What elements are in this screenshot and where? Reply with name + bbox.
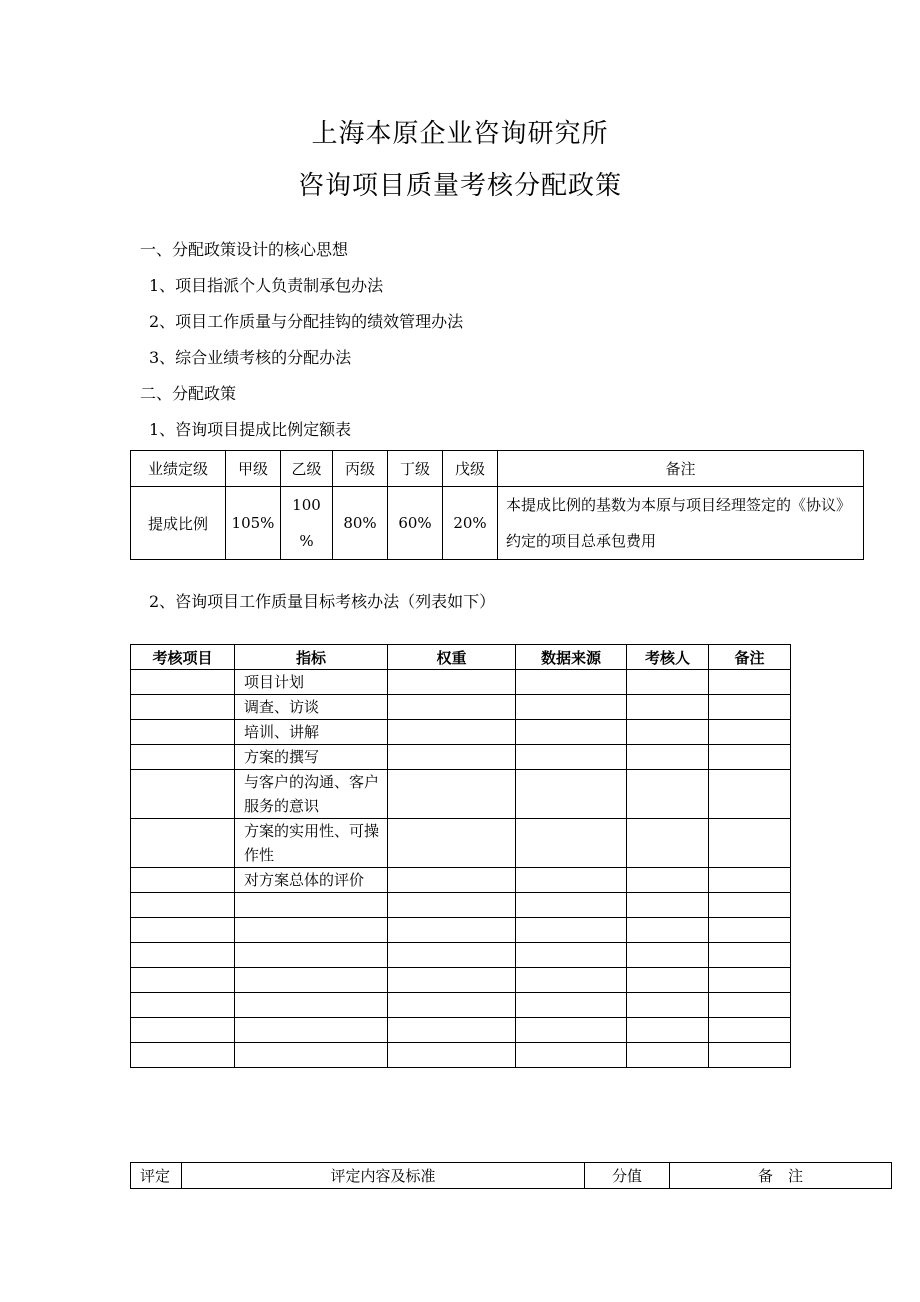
header-grade: 业绩定级 [131, 451, 226, 487]
indicator-cell: 对方案总体的评价 [235, 868, 388, 893]
document-title-line1: 上海本原企业咨询研究所 [311, 119, 609, 149]
indicator-cell: 调查、访谈 [235, 695, 388, 720]
header-assessment-item: 考核项目 [131, 645, 235, 670]
header-notes: 备注 [709, 645, 791, 670]
indicator-cell: 与客户的沟通、客户服务的意识 [235, 770, 388, 819]
table-row [131, 670, 791, 695]
commission-data-row [131, 487, 864, 560]
table-row-empty [131, 968, 791, 993]
table-row [131, 868, 791, 893]
value-ding: 60% [388, 487, 443, 560]
assessment-header-row [131, 645, 791, 670]
section1-item3: 3、综合业绩考核的分配办法 [149, 348, 352, 367]
section1-item1: 1、项目指派个人负责制承包办法 [149, 276, 384, 295]
value-jia: 105% [226, 487, 281, 560]
value-bing: 80% [333, 487, 388, 560]
table-row [131, 745, 791, 770]
indicator-cell: 方案的实用性、可操作性 [235, 819, 388, 868]
evaluation-table [130, 1162, 892, 1189]
table-row-empty [131, 943, 791, 968]
table-row-empty [131, 993, 791, 1018]
header-evaluation-content: 评定内容及标准 [182, 1163, 585, 1189]
indicator-cell: 方案的撰写 [235, 745, 388, 770]
document-title-line2: 咨询项目质量考核分配政策 [297, 171, 622, 201]
section2-heading: 二、分配政策 [140, 384, 237, 403]
header-weight: 权重 [388, 645, 516, 670]
value-yi-line2: % [299, 532, 314, 550]
value-remark: 本提成比例的基数为本原与项目经理签定的《协议》约定的项目总承包费用 [498, 487, 864, 560]
section1-item2: 2、项目工作质量与分配挂钩的绩效管理办法 [149, 312, 464, 331]
header-data-source: 数据来源 [516, 645, 627, 670]
table-row-empty [131, 893, 791, 918]
row-label: 提成比例 [131, 487, 226, 560]
header-wu: 戊级 [443, 451, 498, 487]
table-row-empty [131, 1043, 791, 1068]
header-evaluation-notes: 备 注 [670, 1163, 892, 1189]
value-yi [281, 487, 333, 560]
header-assessor: 考核人 [627, 645, 709, 670]
header-ding: 丁级 [388, 451, 443, 487]
header-remark: 备注 [498, 451, 864, 487]
table-row [131, 695, 791, 720]
assessment-table [130, 644, 791, 1068]
table-row [131, 770, 791, 819]
header-jia: 甲级 [226, 451, 281, 487]
header-yi: 乙级 [281, 451, 333, 487]
table-row-empty [131, 918, 791, 943]
section2-item1: 1、咨询项目提成比例定额表 [149, 420, 352, 439]
header-evaluation: 评定 [131, 1163, 182, 1189]
indicator-cell: 项目计划 [235, 670, 388, 695]
value-yi-line1: 100 [292, 496, 321, 514]
commission-header-row [131, 451, 864, 487]
section1-heading: 一、分配政策设计的核心思想 [140, 240, 349, 259]
table-row-empty [131, 1018, 791, 1043]
indicator-cell: 培训、讲解 [235, 720, 388, 745]
header-bing: 丙级 [333, 451, 388, 487]
table-row [131, 720, 791, 745]
commission-table [130, 450, 864, 560]
section2-item2: 2、咨询项目工作质量目标考核办法（列表如下） [149, 592, 496, 611]
value-wu: 20% [443, 487, 498, 560]
header-indicator: 指标 [235, 645, 388, 670]
header-score: 分值 [585, 1163, 670, 1189]
table-row [131, 819, 791, 868]
evaluation-header-row [131, 1163, 892, 1189]
